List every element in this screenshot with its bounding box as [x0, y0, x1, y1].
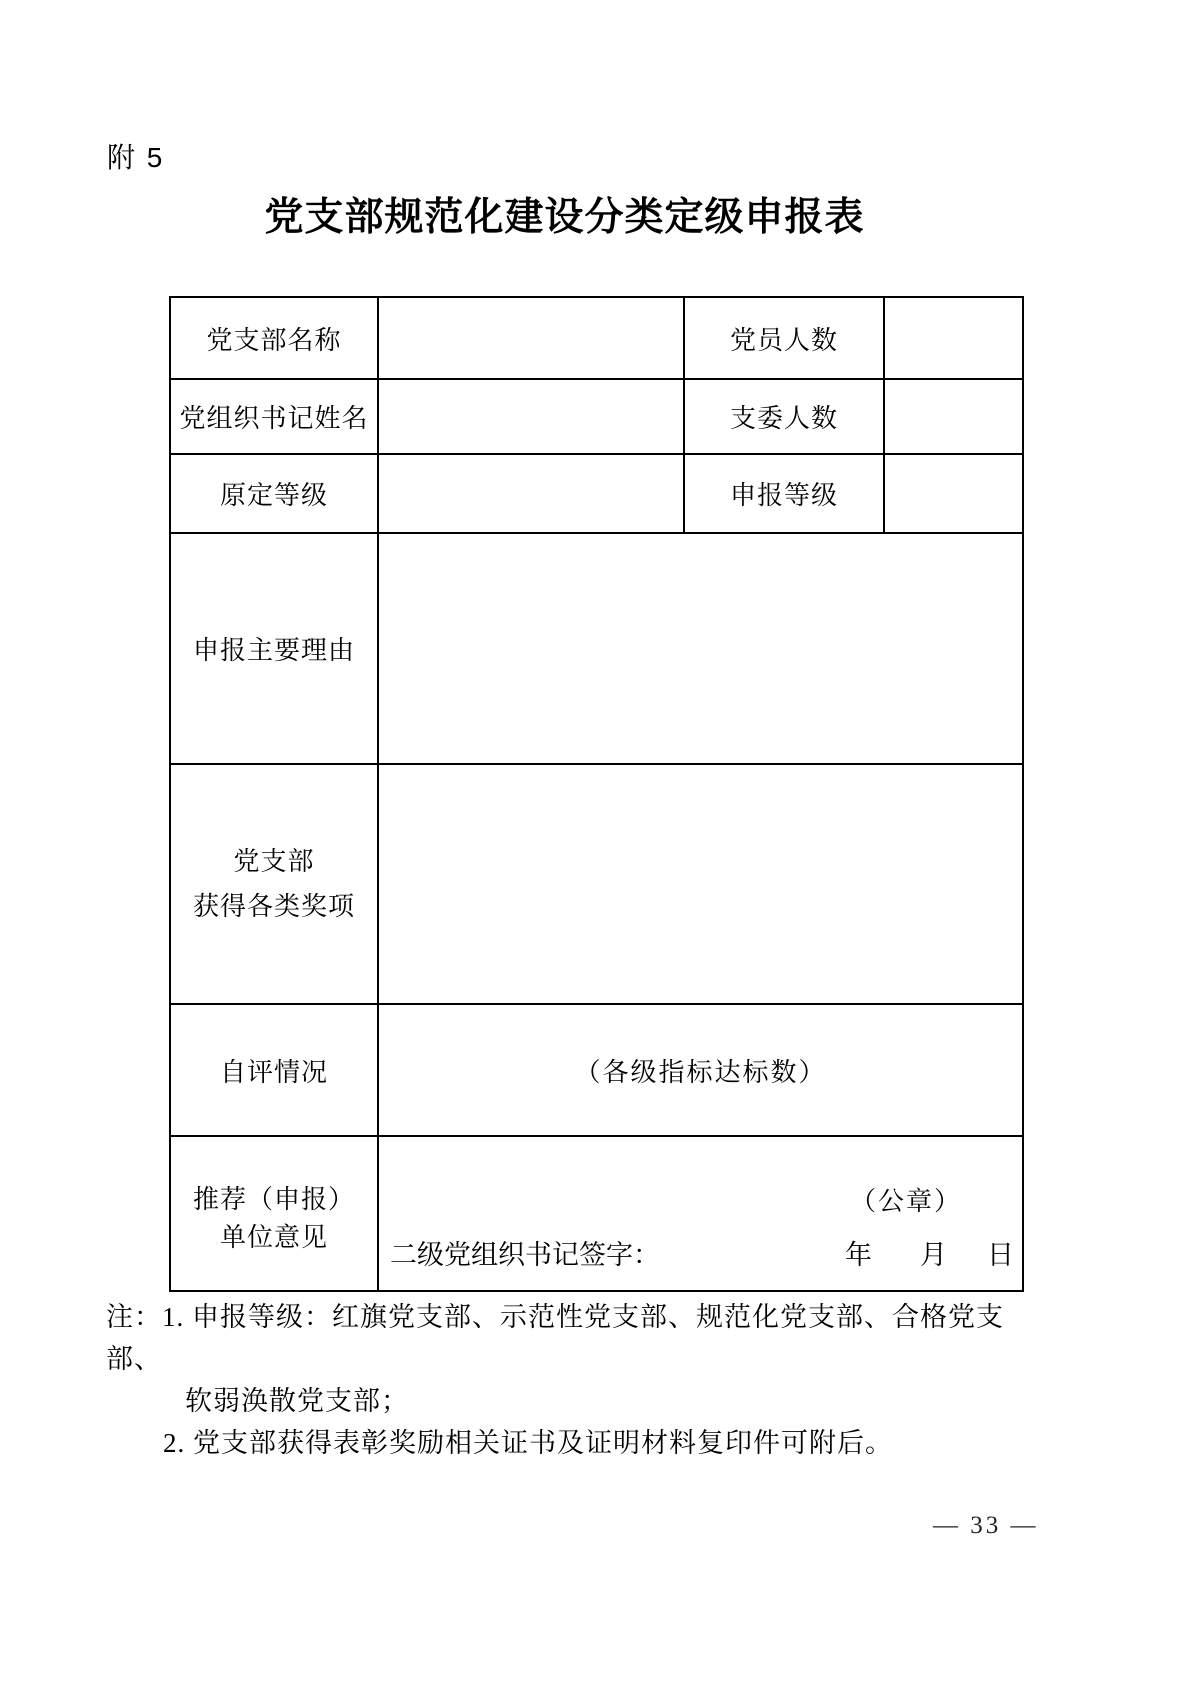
- recommend-unit-label: [170, 1136, 378, 1291]
- signature-line: [379, 1233, 1022, 1269]
- awards-label: [170, 764, 378, 1004]
- note-line-2: 软弱涣散党支部；: [185, 1386, 409, 1416]
- recommend-opinion-cell[interactable]: [378, 1136, 1023, 1291]
- awards-label-line1: 党支部: [233, 847, 315, 876]
- page-title: 党支部规范化建设分类定级申报表: [264, 196, 865, 239]
- table-row: [170, 454, 1023, 533]
- secretary-name-label: 党组织书记姓名: [170, 379, 378, 454]
- branch-name-label: 党支部名称: [170, 297, 378, 379]
- seal-placeholder: （公章）: [849, 1187, 962, 1216]
- self-eval-hint: （各级指标达标数）: [574, 1057, 827, 1087]
- note-prefix: 注：: [106, 1302, 162, 1332]
- recommend-label-line2: 单位意见: [219, 1222, 328, 1252]
- member-count-input-cell[interactable]: [884, 297, 1023, 379]
- recommend-label-line1: 推荐（申报）: [192, 1184, 355, 1214]
- table-row: [170, 533, 1023, 764]
- table-row: [170, 297, 1023, 379]
- committee-count-label: 支委人数: [684, 379, 884, 454]
- table-row: [170, 1004, 1023, 1136]
- date-day-label: 日: [987, 1240, 1014, 1270]
- attachment-label: 附 5: [107, 142, 165, 173]
- reason-input-cell[interactable]: [378, 533, 1023, 764]
- note-line-1: [106, 1296, 1056, 1380]
- note-1-text: 1. 申报等级：红旗党支部、示范性党支部、规范化党支部、合格党支部、: [106, 1302, 1004, 1374]
- date-month-label: 月: [920, 1240, 947, 1270]
- signature-label: 二级党组织书记签字：: [390, 1240, 660, 1270]
- branch-name-input-cell[interactable]: [378, 297, 684, 379]
- awards-label-line2: 获得各类奖项: [192, 892, 355, 921]
- table-row: [170, 379, 1023, 454]
- notes-section: [106, 1296, 1056, 1464]
- table-row: [170, 764, 1023, 1004]
- table-row: [170, 1136, 1023, 1291]
- original-grade-label: 原定等级: [170, 454, 378, 533]
- date-year-label: 年: [845, 1240, 872, 1270]
- reason-label: 申报主要理由: [170, 533, 378, 764]
- committee-count-input-cell[interactable]: [884, 379, 1023, 454]
- self-eval-input-cell[interactable]: [378, 1004, 1023, 1136]
- page-number: — 33 —: [933, 1512, 1039, 1539]
- self-eval-label: 自评情况: [170, 1004, 378, 1136]
- note-line-3: 2. 党支部获得表彰奖励相关证书及证明材料复印件可附后。: [163, 1428, 893, 1458]
- member-count-label: 党员人数: [684, 297, 884, 379]
- awards-input-cell[interactable]: [378, 764, 1023, 1004]
- application-form-table: [169, 296, 1024, 1292]
- declared-grade-label: 申报等级: [684, 454, 884, 533]
- original-grade-input-cell[interactable]: [378, 454, 684, 533]
- secretary-name-input-cell[interactable]: [378, 379, 684, 454]
- declared-grade-input-cell[interactable]: [884, 454, 1023, 533]
